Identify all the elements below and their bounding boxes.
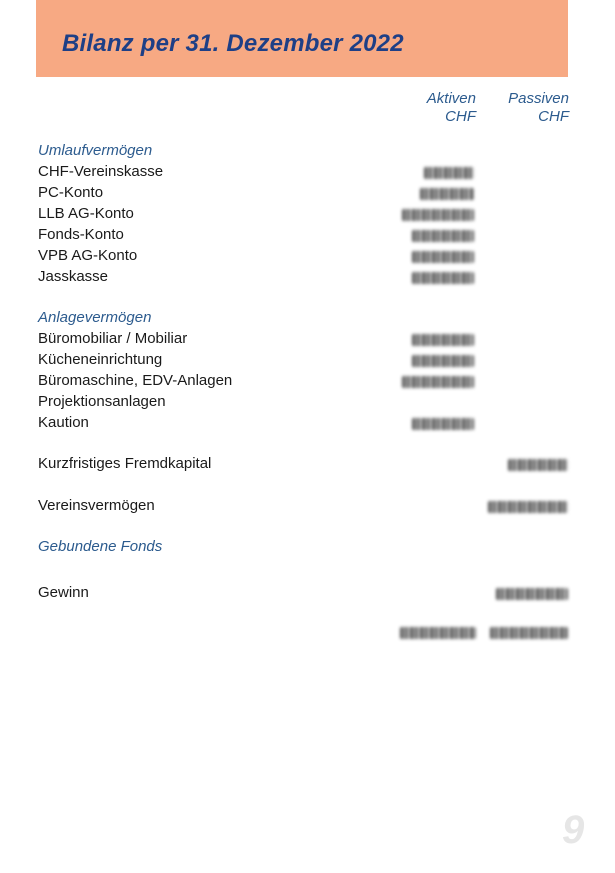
row-label-gewinn: Gewinn <box>38 584 89 601</box>
redacted-value <box>420 188 474 200</box>
column-currency-passiven: CHF <box>538 108 569 125</box>
redacted-value <box>402 376 474 388</box>
row-label-fonds-konto: Fonds-Konto <box>38 226 124 243</box>
row-label-jasskasse: Jasskasse <box>38 268 109 285</box>
column-currency-aktiven: CHF <box>445 108 476 125</box>
row-label-vereinsvermoegen: Vereinsvermögen <box>38 497 155 514</box>
row-label-projektionsanlagen: Projektionsanlagen <box>38 393 166 410</box>
row-label-bueromaschine: Büromaschine, EDV-Anlagen <box>38 372 233 389</box>
row-label-llb-konto: LLB AG-Konto <box>38 205 134 222</box>
redacted-value <box>402 209 474 221</box>
redacted-value <box>508 459 568 471</box>
section-title-anlagevermoegen: Anlagevermögen <box>38 309 152 326</box>
redacted-value <box>412 230 474 242</box>
redacted-value <box>496 588 568 600</box>
redacted-total-passiven <box>490 627 568 639</box>
row-label-pc-konto: PC-Konto <box>38 184 104 201</box>
section-title-gebundene-fonds: Gebundene Fonds <box>38 538 163 555</box>
column-header-passiven <box>494 90 569 126</box>
redacted-value <box>488 501 568 513</box>
redacted-value <box>412 251 474 263</box>
row-label-fremdkapital: Kurzfristiges Fremdkapital <box>38 455 212 472</box>
row-label-chf-vereinskasse: CHF-Vereinskasse <box>38 163 164 180</box>
row-label-bueromobiliar: Büromobiliar / Mobiliar <box>38 330 188 347</box>
redacted-total-aktiven <box>400 627 476 639</box>
row-label-vpb-konto: VPB AG-Konto <box>38 247 138 264</box>
redacted-value <box>412 334 474 346</box>
redacted-value <box>412 418 474 430</box>
redacted-value <box>424 167 474 179</box>
redacted-value <box>412 272 474 284</box>
column-header-aktiven <box>404 90 476 126</box>
page-title: Bilanz per 31. Dezember 2022 <box>62 30 404 57</box>
section-title-umlaufvermoegen: Umlaufvermögen <box>38 142 153 159</box>
row-label-kaution: Kaution <box>38 414 89 431</box>
column-label-passiven: Passiven <box>508 90 569 107</box>
row-label-kuecheneinrichtung: Kücheneinrichtung <box>38 351 163 368</box>
page-number: 9 <box>562 808 585 852</box>
redacted-value <box>412 355 474 367</box>
column-label-aktiven: Aktiven <box>426 90 476 107</box>
